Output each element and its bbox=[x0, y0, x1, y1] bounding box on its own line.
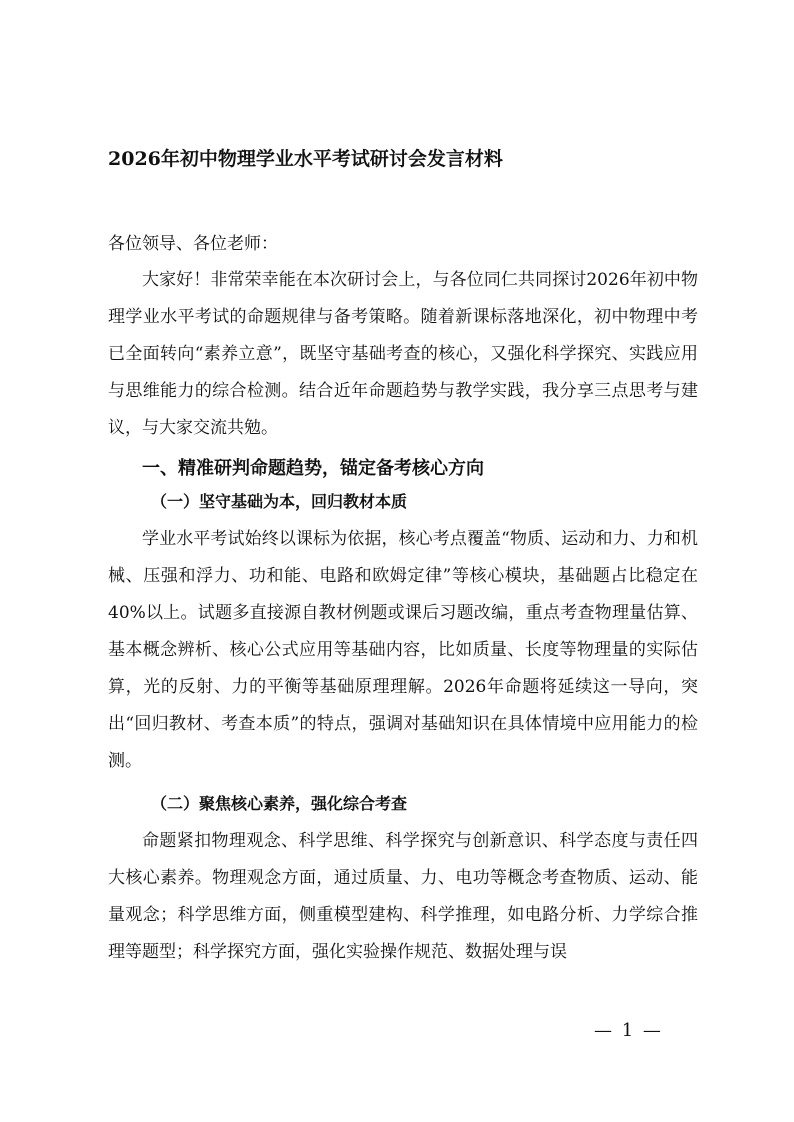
intro-paragraph: 大家好！非常荣幸能在本次研讨会上，与各位同仁共同探讨2026年初中物理学业水平考试的命题规律与备考策略。随着新课标落地深化，初中物理中考已全面转向“素养立意”，既坚守基础考查的核心，又强化科学探究、实践应用与思维能力的综合检测。结合近年命题趋势与教学实践，我分享三点思考与建议，与大家交流共勉。 bbox=[108, 270, 698, 438]
subsection-1-paragraph: 学业水平考试始终以课标为依据，核心考点覆盖“物质、运动和力、力和机械、压强和浮力、功和能、电路和欧姆定律”等核心模块，基础题占比稳定在40%以上。试题多直接源自教材例题或课后习题改编，重点考查物理量估算、基本概念辨析、核心公式应用等基础内容，比如质量、长度等物理量的实际估算，光的反射、力的平衡等基础原理理解。2026年命题将延续这一导向，突出“回归教材、考查本质”的特点，强调对基础知识在具体情境中应用能力的检测。 bbox=[108, 529, 698, 771]
document-title: 2026年初中物理学业水平考试研讨会发言材料 bbox=[108, 148, 503, 170]
subsection-2-paragraph: 命题紧扣物理观念、科学思维、科学探究与创新意识、科学态度与责任四大核心素养。物理观念方面，通过质量、力、电功等概念考查物质、运动、能量观念；科学思维方面，侧重模型建构、科学推理，如电路分析、力学综合推理等题型；科学探究方面，强化实验操作规范、数据处理与误 bbox=[108, 831, 698, 962]
subsection-heading-2: （二）聚焦核心素养，强化综合考查 bbox=[151, 794, 408, 813]
subsection-heading-1: （一）坚守基础为本，回归教材本质 bbox=[151, 492, 408, 511]
page-number: — 1 — bbox=[594, 1020, 663, 1041]
salutation: 各位领导、各位老师： bbox=[108, 234, 278, 254]
section-heading-1: 一、精准研判命题趋势，锚定备考核心方向 bbox=[142, 458, 484, 479]
